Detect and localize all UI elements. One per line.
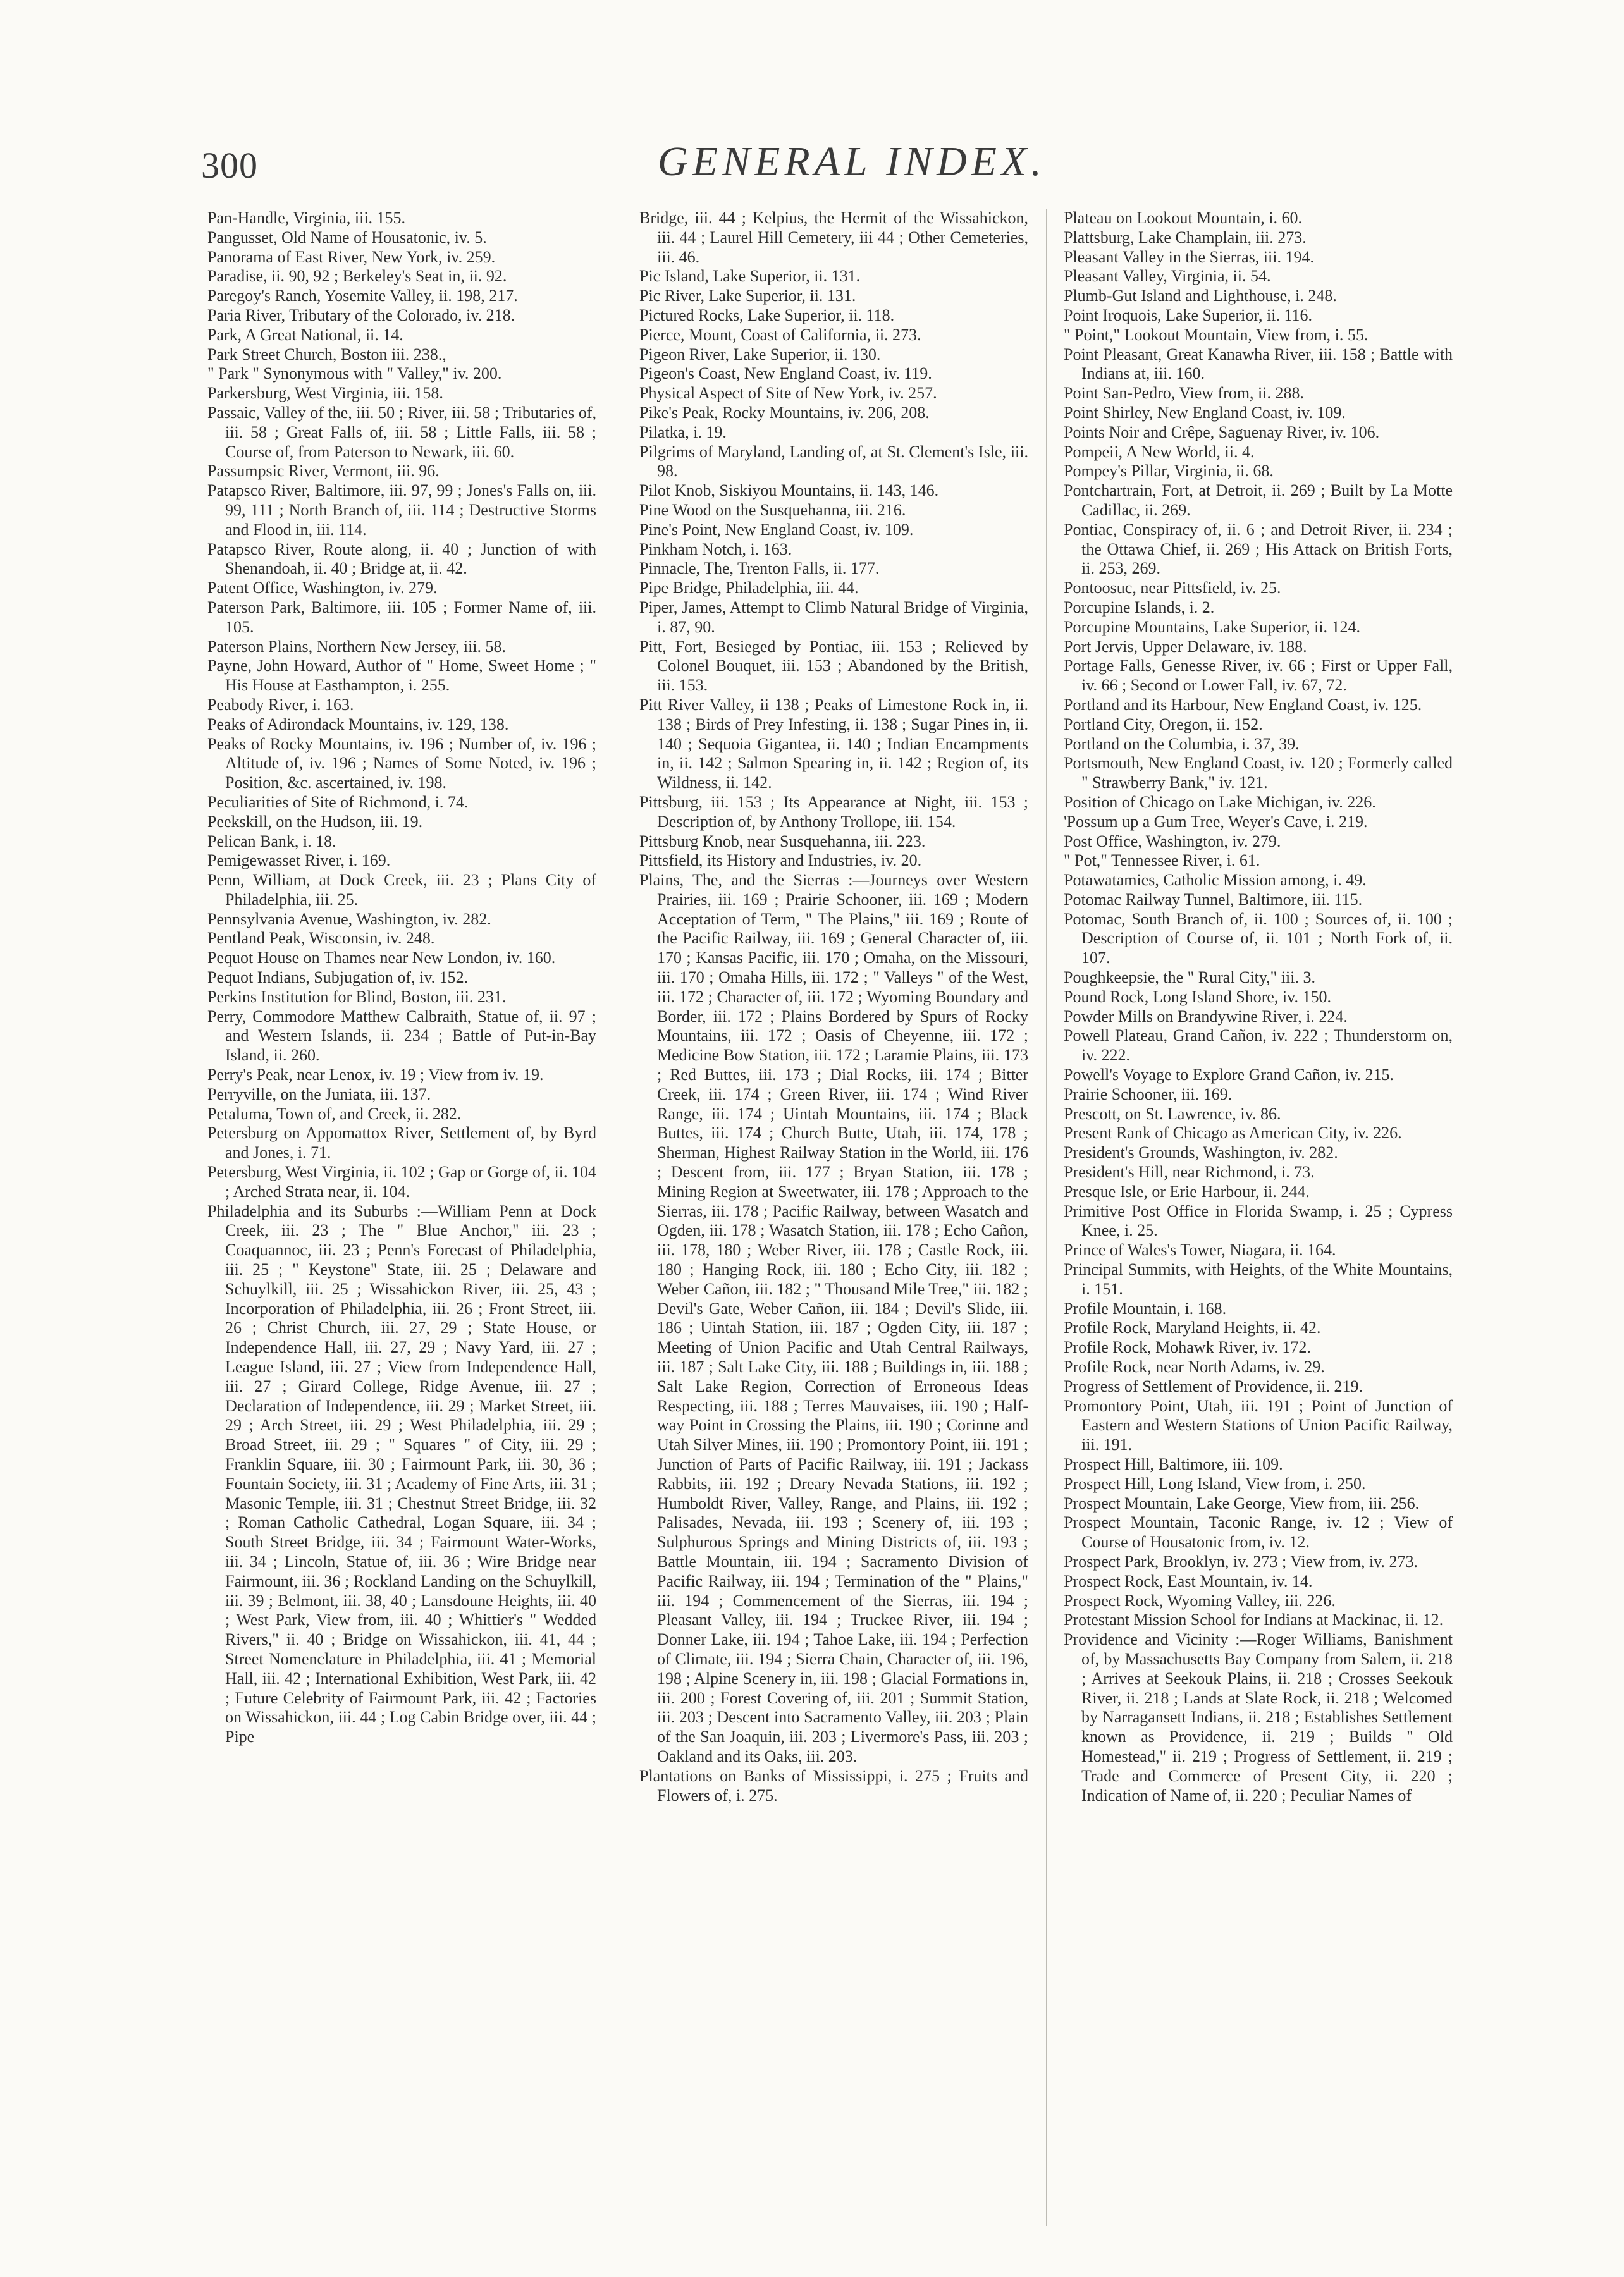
index-entry: Plateau on Lookout Mountain, i. 60. [1064,209,1302,227]
index-entry: Peaks of Rocky Mountains, iv. 196 ; Number of, iv. 196 ; Altitude of, iv. 196 ; Names of Some Noted, iv. 196 ; Position, &c. ascertained, iv. 198. [207,734,596,792]
index-entry: Pinkham Notch, i. 163. [639,539,792,558]
index-entry: Pontchartrain, Fort, at Detroit, ii. 269 ; Built by La Motte Cadillac, ii. 269. [1064,481,1453,519]
index-entry: Protestant Mission School for Indians at Mackinac, ii. 12. [1064,1611,1444,1629]
index-entry: Promontory Point, Utah, iii. 191 ; Point of Junction of Eastern and Western Stations of Union Pacific Railway, iii. 191. [1064,1396,1453,1454]
index-entry: Pigeon's Coast, New England Coast, iv. 119. [639,364,932,383]
index-entry: Pictured Rocks, Lake Superior, ii. 118. [639,305,895,324]
running-head: GENERAL INDEX. [658,138,1046,185]
index-entry: Pigeon River, Lake Superior, ii. 130. [639,345,881,364]
page-number: 300 [201,145,258,186]
index-entry: Port Jervis, Upper Delaware, iv. 188. [1064,637,1307,656]
index-entry: Pitt, Fort, Besieged by Pontiac, iii. 153 ; Relieved by Colonel Bouquet, iii. 153 ; Abandoned by the British, iii. 153. [639,637,1028,695]
index-entry: Pitt River Valley, ii 138 ; Peaks of Limestone Rock in, ii. 138 ; Birds of Prey Infesting, ii. 138 ; Sugar Pines in, ii. 140 ; Sequoia Gigantea, ii. 140 ; Indian Encampments in, ii. 142 ; Salmon Spearing in, ii. 142 ; Region of, its Wildness, ii. 142. [639,695,1028,792]
index-entry: Pontiac, Conspiracy of, ii. 6 ; and Detroit River, ii. 234 ; the Ottawa Chief, ii. 269 ; His Attack on British Forts, ii. 253, 269. [1064,520,1453,578]
index-entry: Park Street Church, Boston iii. 238., [207,345,446,364]
index-entry: Park, A Great National, ii. 14. [207,325,403,344]
index-entry: Potomac, South Branch of, ii. 100 ; Sources of, ii. 100 ; Description of Course of, ii. 101 ; North Fork of, ii. 107. [1064,909,1453,967]
index-entry: Passumpsic River, Vermont, iii. 96. [207,462,440,481]
index-entry: Plantations on Banks of Mississippi, i. 275 ; Fruits and Flowers of, i. 275. [639,1766,1028,1805]
index-entry: " Park " Synonymous with " Valley," iv. 200. [207,364,502,383]
index-entry: Plumb-Gut Island and Lighthouse, i. 248. [1064,286,1337,305]
index-entry: Portage Falls, Genesse River, iv. 66 ; First or Upper Fall, iv. 66 ; Second or Lower Fall, iv. 67, 72. [1064,656,1453,695]
index-entry: Point San-Pedro, View from, ii. 288. [1064,384,1304,403]
index-entry: Prospect Mountain, Taconic Range, iv. 12 ; View of Course of Housatonic from, iv. 12. [1064,1513,1453,1552]
index-entry: Profile Rock, near North Adams, iv. 29. [1064,1358,1325,1377]
index-entry: Peculiarities of Site of Richmond, i. 74. [207,792,469,811]
index-entry: Pic Island, Lake Superior, ii. 131. [639,267,861,286]
index-entry: Paregoy's Ranch, Yosemite Valley, ii. 198, 217. [207,286,518,305]
index-entry: Pequot Indians, Subjugation of, iv. 152. [207,968,469,987]
index-entry: Point Iroquois, Lake Superior, ii. 116. [1064,305,1313,324]
index-entry: Portsmouth, New England Coast, iv. 120 ; Formerly called " Strawberry Bank," iv. 121. [1064,754,1453,792]
index-entry: Paradise, ii. 90, 92 ; Berkeley's Seat in, ii. 92. [207,267,507,286]
index-entry: Pangusset, Old Name of Housatonic, iv. 5. [207,228,487,247]
index-entry: Paria River, Tributary of the Colorado, iv. 218. [207,305,515,324]
index-entry: Bridge, iii. 44 ; Kelpius, the Hermit of the Wissahickon, iii. 44 ; Laurel Hill Cemetery, iii 44 ; Other Cemeteries, iii. 46. [639,209,1028,266]
index-entry: Patent Office, Washington, iv. 279. [207,579,438,598]
index-entry: Prince of Wales's Tower, Niagara, ii. 164. [1064,1241,1336,1260]
index-entry: Plains, The, and the Sierras :—Journeys over Western Prairies, iii. 169 ; Prairie Schooner, iii. 169 ; Modern Acceptation of Term, " The Plains," iii. 169 ; Route of the Pacific Railway, iii. 169 ; General Character of, iii. 170 ; Kansas Pacific, iii. 170 ; Omaha, on the Missouri, iii. 170 ; Omaha Hills, iii. 172 ; " Valleys " of the West, iii. 172 ; Character of, iii. 172 ; Wyoming Boundary and Border, iii. 172 ; Plains Bordered by Spurs of Rocky Mountains, iii. 172 ; Oasis of Cheyenne, iii. 172 ; Medicine Bow Station, iii. 172 ; Laramie Plains, iii. 173 ; Red Buttes, iii. 173 ; Dial Rocks, iii. 174 ; Bitter Creek, iii. 174 ; Green River, iii. 174 ; Wind River Range, iii. 174 ; Uintah Mountains, iii. 174 ; Black Buttes, iii. 174 ; Church Butte, Utah, iii. 174, 178 ; Sherman, Highest Railway Station in the World, iii. 176 ; Descent from, iii. 177 ; Bryan Station, iii. 178 ; Mining Region at Sweetwater, iii. 178 ; Approach to the Sierras, iii. 178 ; Pacific Railway, between Wasatch and Ogden, iii. 178 ; Wasatch Station, iii. 178 ; Echo Cañon, iii. 178, 180 ; Weber River, iii. 178 ; Castle Rock, iii. 180 ; Hanging Rock, iii. 180 ; Echo City, iii. 182 ; Weber Cañon, iii. 182 ; " Thousand Mile Tree," iii. 182 ; Devil's Gate, Weber Cañon, iii. 184 ; Devil's Slide, iii. 186 ; Uintah Station, iii. 187 ; Ogden City, iii. 187 ; Meeting of Union Pacific and Utah Central Railways, iii. 187 ; Salt Lake City, iii. 188 ; Buildings in, iii. 188 ; Salt Lake Region, Correction of Erroneous Ideas Respecting, iii. 188 ; Terres Mauvaises, iii. 190 ; Half-way Point in Crossing the Plains, iii. 190 ; Corinne and Utah Silver Mines, iii. 190 ; Promontory Point, iii. 191 ; Junction of Parts of Pacific Railway, iii. 191 ; Jackass Rabbits, iii. 192 ; Dreary Nevada Stations, iii. 192 ; Humboldt River, Valley, Range, and Plains, iii. 192 ; Palisades, Nevada, iii. 193 ; Scenery of, iii. 193 ; Sulphurous Springs and Mining Districts of, iii. 193 ; Battle Mountain, iii. 194 ; Sacramento Division of Pacific Railway, iii. 194 ; Termination of the " Plains," iii. 194 ; Commencement of the Sierras, iii. 194 ; Pleasant Valley, iii. 194 ; Truckee River, iii. 194 ; Donner Lake, iii. 194 ; Tahoe Lake, iii. 194 ; Perfection of Climate, iii. 194 ; Sierra Chain, Character of, iii. 196, 198 ; Alpine Scenery in, iii. 198 ; Glacial Formations in, iii. 200 ; Forest Covering of, iii. 201 ; Summit Station, iii. 203 ; Descent into Sacramento Valley, iii. 203 ; Plain of the San Joaquin, iii. 203 ; Livermore's Pass, iii. 203 ; Oakland and its Oaks, iii. 203. [639,871,1029,1765]
index-entry: Perkins Institution for Blind, Boston, iii. 231. [207,987,507,1006]
index-entry: Pierce, Mount, Coast of California, ii. 273. [639,325,921,344]
index-entry: Portland on the Columbia, i. 37, 39. [1064,734,1300,753]
index-entry: Pine's Point, New England Coast, iv. 109. [639,520,914,539]
index-entry: Pittsburg Knob, near Susquehanna, iii. 223. [639,832,926,850]
index-entry: Prairie Schooner, iii. 169. [1064,1084,1233,1103]
index-entry: Point Pleasant, Great Kanawha River, iii. 158 ; Battle with Indians at, iii. 160. [1064,345,1453,383]
index-entry: Prospect Rock, Wyoming Valley, iii. 226. [1064,1591,1336,1610]
index-entry: Pittsfield, its History and Industries, iv. 20. [639,851,922,870]
index-entry: " Pot," Tennessee River, i. 61. [1064,851,1260,870]
index-column-1 [207,209,596,1747]
index-entry: " Point," Lookout Mountain, View from, i. 55. [1064,325,1369,344]
index-entry: Potawatamies, Catholic Mission among, i. 49. [1064,871,1367,890]
index-entry: Portland and its Harbour, New England Coast, iv. 125. [1064,695,1422,714]
index-entry: Points Noir and Crêpe, Saguenay River, iv. 106. [1064,422,1380,441]
index-entry: Porcupine Mountains, Lake Superior, ii. 124. [1064,617,1361,636]
index-entry: Peabody River, i. 163. [207,695,354,714]
index-entry: Profile Rock, Mohawk River, iv. 172. [1064,1338,1311,1357]
index-entry: Philadelphia and its Suburbs :—William Penn at Dock Creek, iii. 23 ; The " Blue Anchor," iii. 23 ; Coaquannoc, iii. 23 ; Penn's Forecast of Philadelphia, iii. 25 ; " Keystone" State, iii. 25 ; Delaware and Schuylkill, iii. 25 ; Wissahickon River, iii. 25, 43 ; Incorporation of Philadelphia, iii. 26 ; Front Street, iii. 26 ; Christ Church, iii. 27, 29 ; State House, or Independence Hall, iii. 27, 29 ; Navy Yard, iii. 27 ; League Island, iii. 27 ; View from Independence Hall, iii. 27 ; Girard College, Ridge Avenue, iii. 27 ; Declaration of Independence, iii. 29 ; Market Street, iii. 29 ; Arch Street, iii. 29 ; West Philadelphia, iii. 29 ; Broad Street, iii. 29 ; " Squares " of City, iii. 29 ; Franklin Square, iii. 30 ; Fairmount Park, iii. 30, 36 ; Fountain Society, iii. 31 ; Academy of Fine Arts, iii. 31 ; Masonic Temple, iii. 31 ; Chestnut Street Bridge, iii. 32 ; Roman Catholic Cathedral, Logan Square, iii. 34 ; South Street Bridge, iii. 34 ; Fairmount Water-Works, iii. 34 ; Lincoln, Statue of, iii. 36 ; Wire Bridge near Fairmount, iii. 36 ; Rockland Landing on the Schuylkill, iii. 39 ; Belmont, iii. 38, 40 ; Lansdoune Heights, iii. 40 ; West Park, View from, iii. 40 ; Whittier's " Wedded Rivers," ii. 40 ; Bridge on Wissahickon, iii. 41, 44 ; Street Nomenclature in Philadelphia, iii. 41 ; Memorial Hall, iii. 42 ; International Exhibition, West Park, iii. 42 ; Future Celebrity of Fairmount Park, iii. 42 ; Factories on Wissahickon, iii. 44 ; Log Cabin Bridge over, iii. 44 ; Pipe [207,1201,596,1746]
index-entry: Pennsylvania Avenue, Washington, iv. 282. [207,909,491,928]
index-entry: Profile Rock, Maryland Heights, ii. 42. [1064,1318,1321,1337]
index-column-3 [1064,209,1453,1805]
index-entry: Peekskill, on the Hudson, iii. 19. [207,812,423,831]
index-entry: Physical Aspect of Site of New York, iv. 257. [639,384,937,403]
index-entry: Powell's Voyage to Explore Grand Cañon, iv. 215. [1064,1065,1394,1084]
index-entry: Pic River, Lake Superior, ii. 131. [639,286,856,305]
index-entry: President's Grounds, Washington, iv. 282. [1064,1143,1338,1162]
index-entry: Pinnacle, The, Trenton Falls, ii. 177. [639,559,880,578]
index-entry: Perry, Commodore Matthew Calbraith, Statue of, ii. 97 ; and Western Islands, ii. 234 ; Battle of Put-in-Bay Island, ii. 260. [207,1007,596,1065]
index-entry: Prospect Mountain, Lake George, View from, iii. 256. [1064,1494,1420,1513]
index-entry: Position of Chicago on Lake Michigan, iv. 226. [1064,792,1376,811]
index-columns [207,209,1466,2207]
index-entry: Providence and Vicinity :—Roger Williams, Banishment of, by Massachusetts Bay Company from Salem, ii. 218 ; Arrives at Seekouk Plains, ii. 218 ; Crosses Seekouk River, ii. 218 ; Lands at Slate Rock, ii. 218 ; Welcomed by Narragansett Indians, ii. 218 ; Establishes Settlement known as Providence, ii. 219 ; Builds " Old Homestead," ii. 219 ; Progress of Settlement, ii. 219 ; Trade and Commerce of Present City, ii. 220 ; Indication of Name of, ii. 220 ; Peculiar Names of [1064,1630,1453,1805]
index-entry: Pilgrims of Maryland, Landing of, at St. Clement's Isle, iii. 98. [639,442,1028,481]
index-entry: Plattsburg, Lake Champlain, iii. 273. [1064,228,1307,247]
index-entry: Progress of Settlement of Providence, ii. 219. [1064,1377,1363,1396]
index-entry: Parkersburg, West Virginia, iii. 158. [207,384,443,403]
index-entry: Passaic, Valley of the, iii. 50 ; River, iii. 58 ; Tributaries of, iii. 58 ; Great Falls of, iii. 58 ; Little Falls, iii. 58 ; Course of, from Paterson to Newark, iii. 60. [207,403,596,461]
index-entry: Pleasant Valley, Virginia, ii. 54. [1064,267,1271,286]
index-entry: Pontoosuc, near Pittsfield, iv. 25. [1064,579,1281,598]
index-entry: Pilatka, i. 19. [639,422,727,441]
index-entry: Pine Wood on the Susquehanna, iii. 216. [639,500,906,519]
index-entry: Present Rank of Chicago as American City, iv. 226. [1064,1124,1402,1143]
index-entry: Petaluma, Town of, and Creek, ii. 282. [207,1104,462,1123]
index-entry: Perryville, on the Juniata, iii. 137. [207,1084,431,1103]
index-entry: Prospect Hill, Long Island, View from, i. 250. [1064,1474,1366,1493]
index-entry: Pound Rock, Long Island Shore, iv. 150. [1064,987,1331,1006]
index-entry: Paterson Plains, Northern New Jersey, iii. 58. [207,637,507,656]
index-entry: Patapsco River, Route along, ii. 40 ; Junction of with Shenandoah, ii. 40 ; Bridge at, ii. 42. [207,539,596,578]
index-entry: Pemigewasset River, i. 169. [207,851,391,870]
index-entry: Perry's Peak, near Lenox, iv. 19 ; View from iv. 19. [207,1065,544,1084]
index-entry: Pike's Peak, Rocky Mountains, iv. 206, 208. [639,403,930,422]
index-entry: Prospect Rock, East Mountain, iv. 14. [1064,1571,1313,1590]
index-entry: Primitive Post Office in Florida Swamp, i. 25 ; Cypress Knee, i. 25. [1064,1201,1453,1240]
index-entry: Patapsco River, Baltimore, iii. 97, 99 ; Jones's Falls on, iii. 99, 111 ; North Branch of, iii. 114 ; Destructive Storms and Flood in, iii. 114. [207,481,596,539]
index-entry: Pan-Handle, Virginia, iii. 155. [207,209,406,227]
index-entry: Pentland Peak, Wisconsin, iv. 248. [207,929,435,948]
index-column-2 [639,209,1028,1805]
index-entry: Pompey's Pillar, Virginia, ii. 68. [1064,462,1274,481]
index-entry: Portland City, Oregon, ii. 152. [1064,715,1263,733]
index-entry: Pittsburg, iii. 153 ; Its Appearance at Night, iii. 153 ; Description of, by Anthony Trollope, iii. 154. [639,792,1028,831]
index-entry: Prospect Hill, Baltimore, iii. 109. [1064,1455,1283,1473]
index-entry: Principal Summits, with Heights, of the White Mountains, i. 151. [1064,1260,1453,1298]
index-entry: Panorama of East River, New York, iv. 259. [207,247,496,266]
index-entry: Petersburg on Appomattox River, Settlement of, by Byrd and Jones, i. 71. [207,1124,596,1162]
index-entry: Presque Isle, or Erie Harbour, ii. 244. [1064,1182,1310,1201]
index-entry: Piper, James, Attempt to Climb Natural Bridge of Virginia, i. 87, 90. [639,598,1028,636]
index-entry: Pompeii, A New World, ii. 4. [1064,442,1255,461]
index-entry: 'Possum up a Gum Tree, Weyer's Cave, i. 219. [1064,812,1368,831]
index-entry: President's Hill, near Richmond, i. 73. [1064,1163,1315,1182]
index-entry: Penn, William, at Dock Creek, iii. 23 ; Plans City of Philadelphia, iii. 25. [207,871,596,909]
index-entry: Potomac Railway Tunnel, Baltimore, iii. 115. [1064,890,1363,909]
index-entry: Prospect Park, Brooklyn, iv. 273 ; View from, iv. 273. [1064,1552,1418,1571]
index-entry: Pequot House on Thames near New London, iv. 160. [207,948,556,967]
index-entry: Powder Mills on Brandywine River, i. 224. [1064,1007,1348,1026]
index-entry: Paterson Park, Baltimore, iii. 105 ; Former Name of, iii. 105. [207,598,596,636]
index-entry: Profile Mountain, i. 168. [1064,1299,1227,1318]
index-entry: Post Office, Washington, iv. 279. [1064,832,1281,850]
index-entry: Poughkeepsie, the " Rural City," iii. 3. [1064,968,1315,987]
index-entry: Pleasant Valley in the Sierras, iii. 194. [1064,247,1314,266]
index-entry: Pipe Bridge, Philadelphia, iii. 44. [639,579,859,598]
index-entry: Pilot Knob, Siskiyou Mountains, ii. 143, 146. [639,481,939,500]
index-entry: Porcupine Islands, i. 2. [1064,598,1215,617]
index-entry: Powell Plateau, Grand Cañon, iv. 222 ; Thunderstorm on, iv. 222. [1064,1026,1453,1065]
index-entry: Prescott, on St. Lawrence, iv. 86. [1064,1104,1281,1123]
index-entry: Pelican Bank, i. 18. [207,832,336,850]
index-entry: Point Shirley, New England Coast, iv. 109. [1064,403,1346,422]
index-entry: Payne, John Howard, Author of " Home, Sweet Home ; " His House at Easthampton, i. 255. [207,656,596,695]
index-entry: Peaks of Adirondack Mountains, iv. 129, 138. [207,715,509,733]
index-entry: Petersburg, West Virginia, ii. 102 ; Gap or Gorge of, ii. 104 ; Arched Strata near, ii. 104. [207,1163,596,1201]
